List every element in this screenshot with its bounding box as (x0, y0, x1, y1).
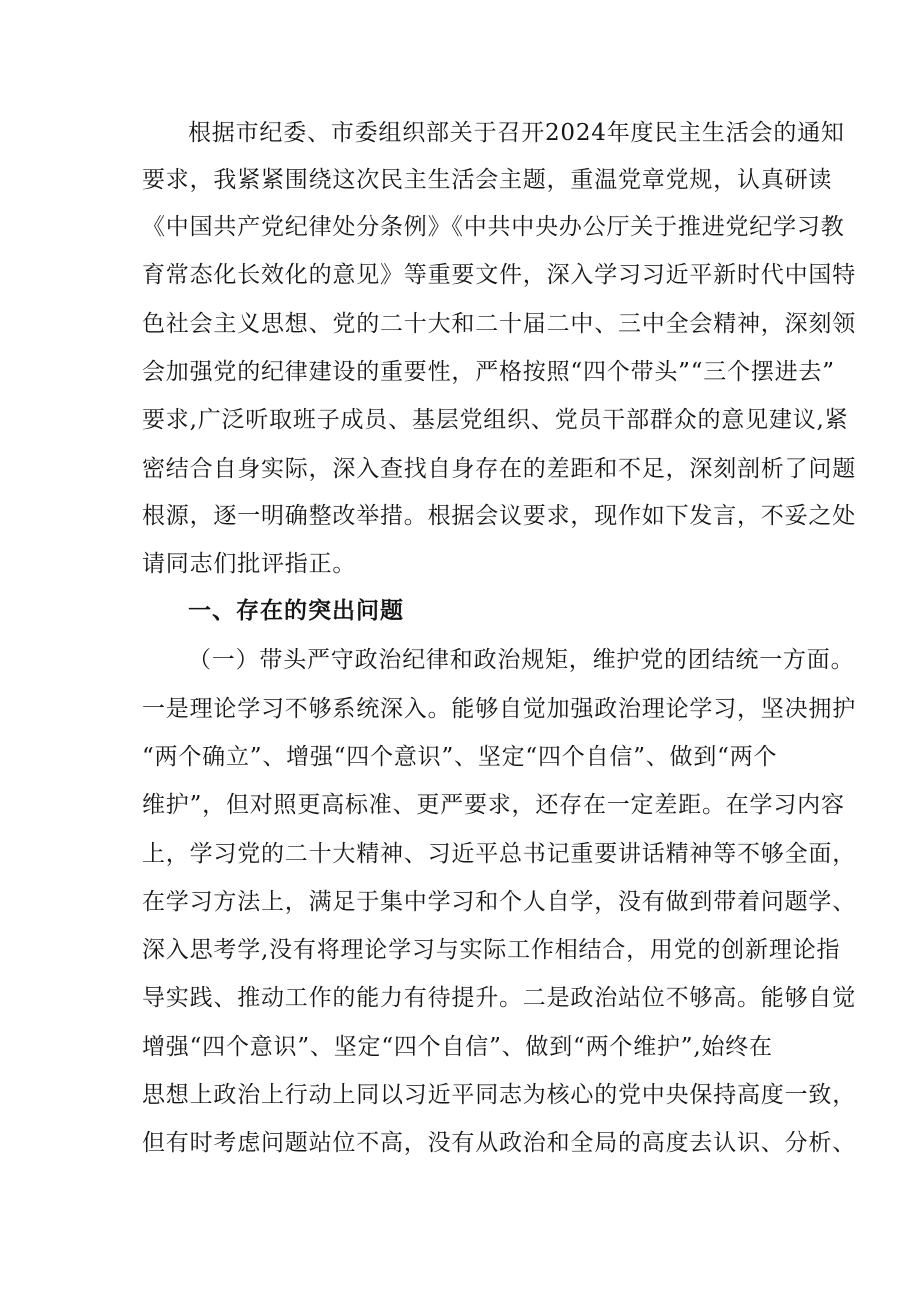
section-heading: 一、存在的突出问题 (188, 598, 404, 624)
paragraph-line: 色社会主义思想、党的二十大和二十届二中、三中全会精神，深刻领 (142, 311, 856, 337)
paragraph-line: 上，学习党的二十大精神、习近平总书记重要讲话精神等不够全面， (142, 841, 856, 867)
paragraph-line: 但有时考虑问题站位不高，没有从政治和全局的高度去认识、分析、 (142, 1130, 856, 1156)
paragraph-line: 密结合自身实际，深入查找自身存在的差距和不足，深刻剖析了问题 (142, 456, 856, 482)
paragraph-line: 维护”，但对照更高标准、更严要求，还存在一定差距。在学习内容 (142, 792, 845, 818)
paragraph-line: 在学习方法上，满足于集中学习和个人自学，没有做到带着问题学、 (142, 889, 856, 915)
paragraph-line: 要求,广泛听取班子成员、基层党组织、党员干部群众的意见建议,紧 (142, 407, 849, 433)
paragraph-line: 《中国共产党纪律处分条例》《中共中央办公厅关于推进党纪学习教 (142, 214, 845, 240)
paragraph-line: 请同志们批评指正。 (142, 551, 357, 577)
paragraph-line: 根源，逐一明确整改举措。根据会议要求，现作如下发言，不妥之处 (142, 503, 856, 529)
paragraph-line: “两个确立”、增强“四个意识”、坚定“四个自信”、做到“两个 (142, 744, 778, 770)
paragraph-line: 增强“四个意识”、坚定“四个自信”、做到“两个维护”,始终在 (142, 1034, 773, 1060)
paragraph-line: 根据市纪委、市委组织部关于召开2024年度民主生活会的通知 (188, 120, 845, 146)
paragraph-line: 深入思考学,没有将理论学习与实际工作相结合，用党的创新理论指 (142, 937, 841, 963)
paragraph-line: 一是理论学习不够系统深入。能够自觉加强政治理论学习，坚决拥护 (142, 696, 856, 722)
paragraph-line: 育常态化长效化的意见》等重要文件，深入学习习近平新时代中国特 (142, 262, 856, 288)
paragraph-line: 思想上政治上行动上同以习近平同志为核心的党中央保持高度一致， (142, 1082, 856, 1108)
paragraph-line: 要求，我紧紧围绕这次民主生活会主题，重温党章党规，认真研读 (142, 167, 833, 193)
paragraph-line: 会加强党的纪律建设的重要性，严格按照“四个带头”“三个摆进去” (142, 359, 835, 385)
subsection-title: （一）带头严守政治纪律和政治规矩，维护党的团结统一方面。 (188, 647, 855, 673)
paragraph-line: 导实践、推动工作的能力有待提升。二是政治站位不够高。能够自觉 (142, 985, 856, 1011)
